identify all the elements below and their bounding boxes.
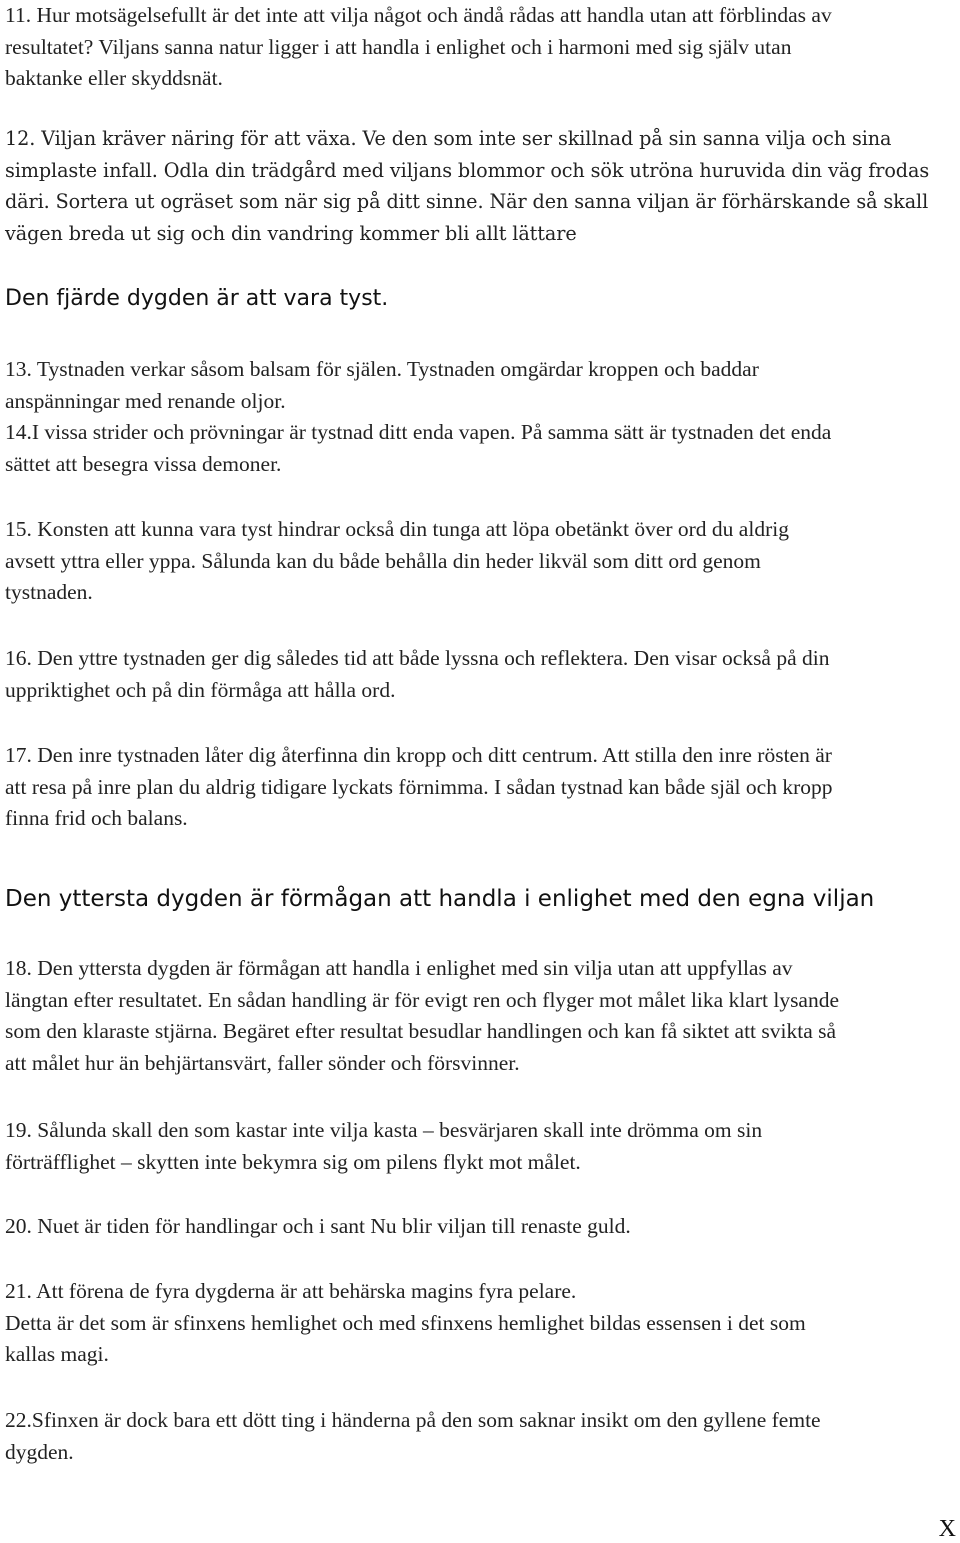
paragraph-16: [5, 643, 950, 706]
text-line: tystnaden.: [5, 580, 93, 604]
text-line: 19. Sålunda skall den som kastar inte vilja kasta – besvärjaren skall inte drömma om sin: [5, 1118, 763, 1142]
paragraph-13-14: [5, 354, 950, 480]
paragraph-18: [5, 953, 950, 1079]
heading-ultimate-virtue: Den yttersta dygden är förmågan att handla i enlighet med den egna viljan: [5, 886, 875, 912]
paragraph-22: [5, 1405, 950, 1468]
text-line: sättet att besegra vissa demoner.: [5, 451, 282, 476]
text-line: 12. Viljan kräver näring för att växa. Ve den som inte ser skillnad på sin sanna vilja och sina: [5, 127, 892, 150]
paragraph-15: [5, 514, 950, 609]
text-line: 14.I vissa strider och prövningar är tystnad ditt enda vapen. På samma sätt är tystnaden det enda: [5, 420, 832, 444]
corner-mark: X: [938, 1516, 956, 1542]
text-line: som den klaraste stjärna. Begäret efter resultat besudlar handlingen och kan få siktet att svikta så: [5, 1019, 837, 1043]
text-line: anspänningar med renande oljor.: [5, 388, 286, 413]
text-line: baktanke eller skyddsnät.: [5, 66, 223, 90]
text-line: avsett yttra eller yppa. Sålunda kan du både behålla din heder likväl som ditt ord genom: [5, 548, 761, 573]
text-line: 13. Tystnaden verkar såsom balsam för själen. Tystnaden omgärdar kroppen och baddar: [5, 357, 759, 381]
text-line: 21. Att förena de fyra dygderna är att behärska magins fyra pelare.: [5, 1279, 577, 1303]
paragraph-17: [5, 740, 950, 835]
heading-fourth-virtue: Den fjärde dygden är att vara tyst.: [5, 286, 389, 311]
text-line: 15. Konsten att kunna vara tyst hindrar också din tunga att löpa obetänkt över ord du aldrig: [5, 517, 789, 541]
text-line: 22.Sfinxen är dock bara ett dött ting i händerna på den som saknar insikt om den gyllene femte: [5, 1408, 821, 1432]
text-line: dygden.: [5, 1439, 74, 1464]
paragraph-21: [5, 1276, 950, 1371]
text-line: 11. Hur motsägelsefullt är det inte att vilja något och ändå rådas att handla utan att förblindas av: [5, 3, 832, 27]
text-line: däri. Sortera ut ogräset som när sig på ditt sinne. När den sanna viljan är förhärskande så skall: [5, 190, 929, 213]
text-line: 16. Den yttre tystnaden ger dig således tid att både lyssna och reflektera. Den visar också på din: [5, 646, 830, 670]
paragraph-12: [5, 123, 950, 249]
text-line: finna frid och balans.: [5, 806, 188, 830]
text-line: simplaste infall. Odla din trädgård med viljans blommor och sök utröna huruvida din väg frodas: [5, 158, 930, 182]
text-line: resultatet? Viljans sanna natur ligger i att handla i enlighet och i harmoni med sig själv utan: [5, 34, 792, 59]
text-line: 17. Den inre tystnaden låter dig återfinna din kropp och ditt centrum. Att stilla den inre rösten är: [5, 743, 832, 767]
text-line: uppriktighet och på din förmåga att hålla ord.: [5, 677, 396, 702]
paragraph-11: [5, 0, 950, 95]
text-line: 20. Nuet är tiden för handlingar och i sant Nu blir viljan till renaste guld.: [5, 1214, 631, 1238]
text-line: att resa på inre plan du aldrig tidigare lyckats förnimma. I sådan tystnad kan både själ och kropp: [5, 774, 833, 799]
text-line: Detta är det som är sfinxens hemlighet och med sfinxens hemlighet bildas essensen i det som: [5, 1310, 806, 1335]
text-line: förträfflighet – skytten inte bekymra sig om pilens flykt mot målet.: [5, 1149, 581, 1174]
paragraph-20: [5, 1211, 950, 1243]
paragraph-19: [5, 1115, 950, 1178]
text-line: vägen breda ut sig och din vandring kommer bli allt lättare: [5, 221, 577, 245]
text-line: kallas magi.: [5, 1342, 109, 1366]
text-line: längtan efter resultatet. En sådan handling är för evigt ren och flyger mot målet lika klart lysande: [5, 987, 840, 1012]
text-line: 18. Den yttersta dygden är förmågan att handla i enlighet med sin vilja utan att uppfyllas av: [5, 956, 793, 980]
text-line: att målet hur än behjärtansvärt, faller sönder och försvinner.: [5, 1050, 520, 1075]
